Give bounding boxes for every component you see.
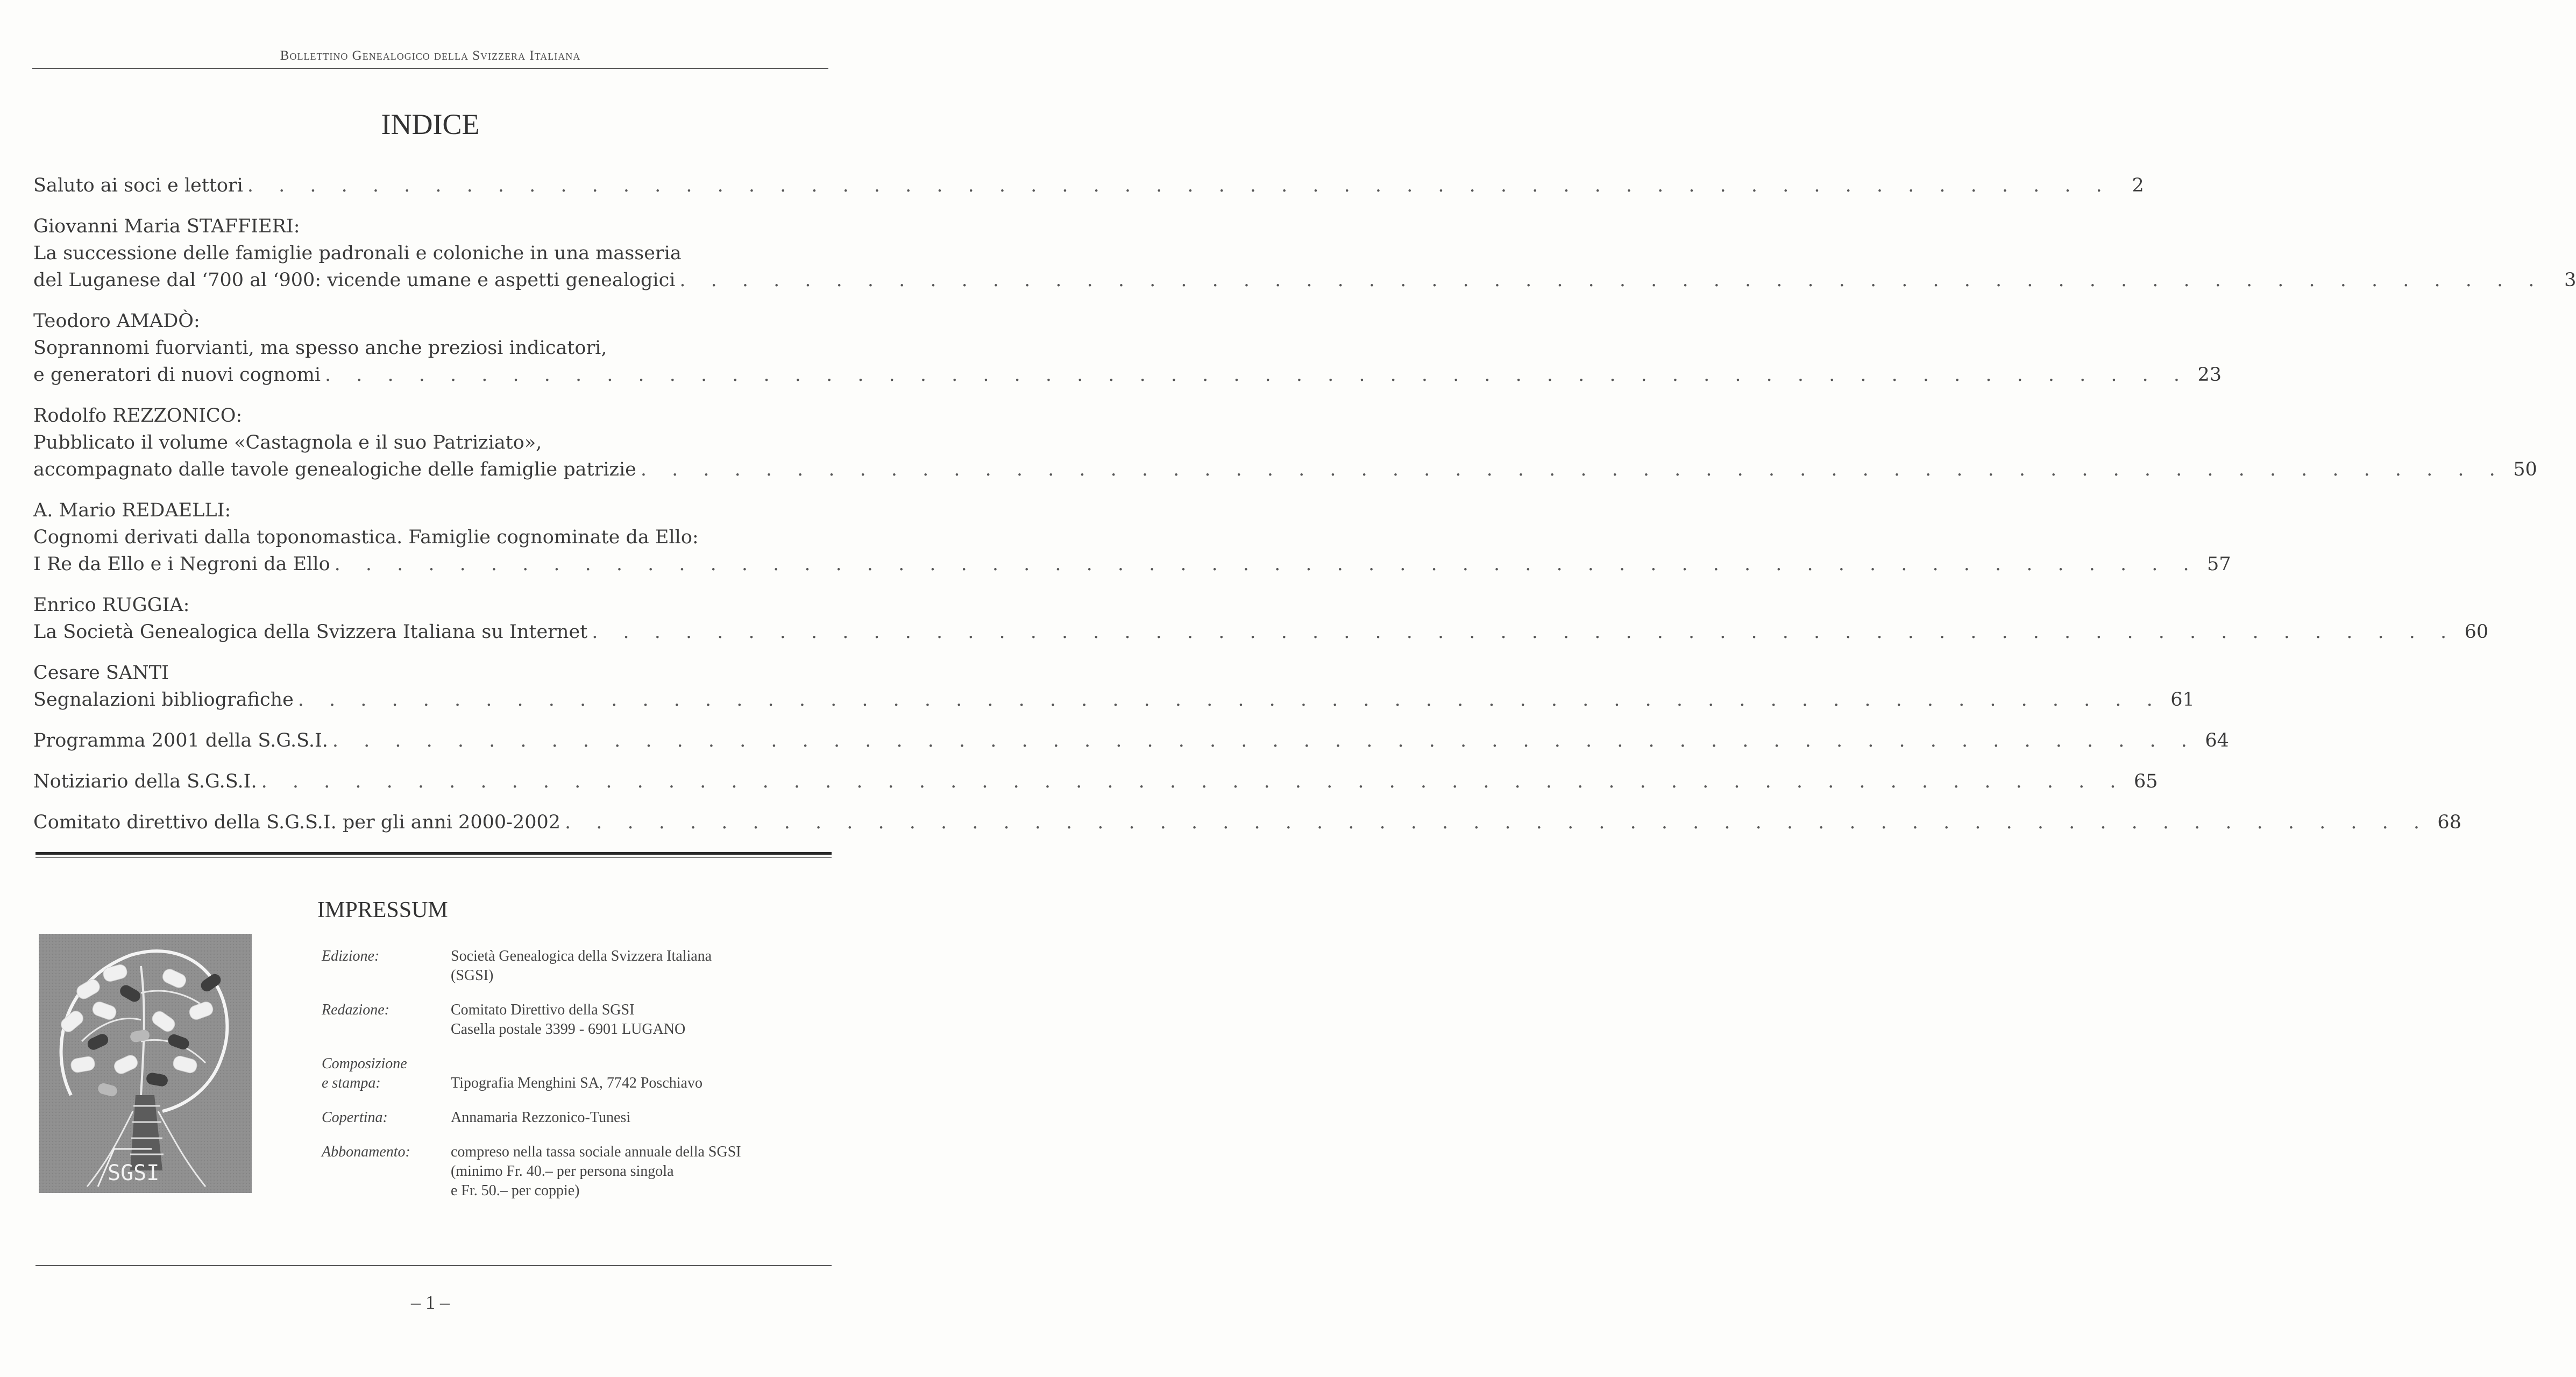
toc-entry bbox=[33, 308, 2222, 388]
toc-entry-line: Giovanni Maria STAFFIERI: bbox=[33, 216, 300, 237]
toc-entry-title: Saluto ai soci e lettori bbox=[33, 175, 243, 196]
toc-entry-title: accompagnato dalle tavole genealogiche delle famiglie patrizie bbox=[33, 459, 636, 480]
toc-entry-line: Teodoro AMADÒ: bbox=[33, 310, 200, 332]
toc-leader-dots: . . . . . . . . . . . . . . . . . . . . . . . . . . . . . . . . . . . . . . . . . . . . . . . . . . . . . . . . . . . . bbox=[679, 269, 2544, 291]
toc-entry-line: La successione delle famiglie padronali e coloniche in una masseria bbox=[33, 243, 682, 264]
toc-page-number: 64 bbox=[2205, 730, 2229, 751]
toc-page-number: 60 bbox=[2464, 621, 2489, 643]
toc-entry bbox=[33, 213, 2576, 294]
toc-entry-line: Pubblicato il volume «Castagnola e il suo Patriziato», bbox=[33, 432, 542, 453]
toc-entry-title: del Luganese dal ‘700 al ‘900: vicende umane e aspetti genealogici bbox=[33, 269, 676, 291]
toc-entry-title: Segnalazioni bibliografiche bbox=[33, 689, 294, 711]
impressum-label: Redazione: bbox=[322, 1002, 389, 1018]
toc-entry-title: Programma 2001 della S.G.S.I. bbox=[33, 730, 328, 751]
toc-page-number: 65 bbox=[2133, 771, 2158, 792]
impressum-row bbox=[322, 947, 849, 985]
toc-page-number: 2 bbox=[2132, 175, 2144, 196]
toc-leader-dots: . . . . . . . . . . . . . . . . . . . . . . . . . . . . . . . . . . . . . . . . . . . . . . . . . . . . . . . . . . . . bbox=[261, 771, 2126, 792]
impressum-value: Società Genealogica della Svizzera Italiana (SGSI) bbox=[451, 948, 712, 984]
toc-page-number: 68 bbox=[2437, 812, 2461, 833]
toc-entry bbox=[33, 497, 2231, 578]
footer-rule bbox=[36, 1265, 832, 1266]
toc-entry bbox=[33, 809, 2461, 836]
cover-image bbox=[39, 934, 252, 1193]
tree-illustration bbox=[39, 934, 252, 1193]
toc-entry-title: I Re da Ello e i Negroni da Ello bbox=[33, 553, 330, 575]
toc-leader-dots: . . . . . . . . . . . . . . . . . . . . . . . . . . . . . . . . . . . . . . . . . . . . . . . . . . . . . . . . . . . . bbox=[247, 175, 2112, 196]
toc-entry-line: Soprannomi fuorvianti, ma spesso anche preziosi indicatori, bbox=[33, 337, 607, 359]
toc-entry bbox=[33, 659, 2195, 713]
toc-leader-dots: . . . . . . . . . . . . . . . . . . . . . . . . . . . . . . . . . . . . . . . . . . . . . . . . . . . . . . . . . . . . bbox=[334, 553, 2199, 575]
impressum-row bbox=[322, 1108, 849, 1127]
cover-logo-text: SGSI bbox=[108, 1161, 160, 1186]
toc-entry-line: Enrico RUGGIA: bbox=[33, 594, 190, 616]
toc-page-number: 50 bbox=[2513, 459, 2537, 480]
impressum-details bbox=[322, 947, 849, 1216]
toc-page-number: 61 bbox=[2170, 689, 2195, 711]
toc-leader-dots: . . . . . . . . . . . . . . . . . . . . . . . . . . . . . . . . . . . . . . . . . . . . . . . . . . . . . . . . . . . . bbox=[565, 812, 2429, 833]
toc-leader-dots: . . . . . . . . . . . . . . . . . . . . . . . . . . . . . . . . . . . . . . . . . . . . . . . . . . . . . . . . . . . . bbox=[640, 459, 2505, 480]
toc-page-number: 23 bbox=[2197, 364, 2222, 386]
impressum-row bbox=[322, 1054, 849, 1093]
toc-entry bbox=[33, 727, 2229, 754]
table-of-contents bbox=[33, 172, 2576, 850]
toc-entry bbox=[33, 172, 2144, 199]
toc-entry bbox=[33, 768, 2158, 795]
impressum-label: Abbonamento: bbox=[322, 1144, 410, 1160]
toc-leader-dots: . . . . . . . . . . . . . . . . . . . . . . . . . . . . . . . . . . . . . . . . . . . . . . . . . . . . . . . . . . . . bbox=[297, 689, 2162, 711]
section-divider bbox=[36, 852, 832, 858]
toc-entry bbox=[33, 402, 2537, 483]
toc-leader-dots: . . . . . . . . . . . . . . . . . . . . . . . . . . . . . . . . . . . . . . . . . . . . . . . . . . . . . . . . . . . . bbox=[592, 621, 2457, 643]
impressum-title: IMPRESSUM bbox=[317, 898, 448, 922]
impressum-value: Annamaria Rezzonico-Tunesi bbox=[451, 1109, 631, 1126]
toc-page-number: 3 bbox=[2564, 269, 2576, 291]
toc-entry bbox=[33, 592, 2489, 645]
toc-page-number: 57 bbox=[2207, 553, 2231, 575]
toc-entry-line: Cognomi derivati dalla toponomastica. Famiglie cognominate da Ello: bbox=[33, 527, 699, 548]
running-head: Bollettino Genealogico della Svizzera Italiana bbox=[280, 48, 581, 63]
page-number: – 1 – bbox=[411, 1291, 450, 1313]
toc-entry-title: Comitato direttivo della S.G.S.I. per gli anni 2000-2002 bbox=[33, 812, 561, 833]
impressum-row bbox=[322, 1000, 849, 1039]
toc-entry-title: e generatori di nuovi cognomi bbox=[33, 364, 321, 386]
impressum-value: Comitato Direttivo della SGSI Casella postale 3399 - 6901 LUGANO bbox=[451, 1002, 686, 1038]
page-title: INDICE bbox=[381, 108, 480, 140]
impressum-label: Composizione e stampa: bbox=[322, 1055, 407, 1091]
impressum-value: Tipografia Menghini SA, 7742 Poschiavo bbox=[451, 1075, 702, 1091]
toc-entry-title: Notiziario della S.G.S.I. bbox=[33, 771, 257, 792]
impressum-value: compreso nella tassa sociale annuale della SGSI (minimo Fr. 40.– per persona singola e Fr. 50.– per coppie) bbox=[451, 1144, 741, 1199]
impressum-label: Copertina: bbox=[322, 1109, 388, 1126]
toc-entry-title: La Società Genealogica della Svizzera Italiana su Internet bbox=[33, 621, 588, 643]
toc-leader-dots: . . . . . . . . . . . . . . . . . . . . . . . . . . . . . . . . . . . . . . . . . . . . . . . . . . . . . . . . . . . . bbox=[325, 364, 2189, 386]
toc-entry-line: Rodolfo REZZONICO: bbox=[33, 405, 243, 427]
toc-entry-line: A. Mario REDAELLI: bbox=[33, 500, 231, 521]
header-rule bbox=[32, 68, 828, 69]
impressum-label: Edizione: bbox=[322, 948, 380, 964]
toc-leader-dots: . . . . . . . . . . . . . . . . . . . . . . . . . . . . . . . . . . . . . . . . . . . . . . . . . . . . . . . . . . . . bbox=[332, 730, 2197, 751]
impressum-row bbox=[322, 1142, 849, 1201]
toc-entry-line: Cesare SANTI bbox=[33, 662, 169, 684]
